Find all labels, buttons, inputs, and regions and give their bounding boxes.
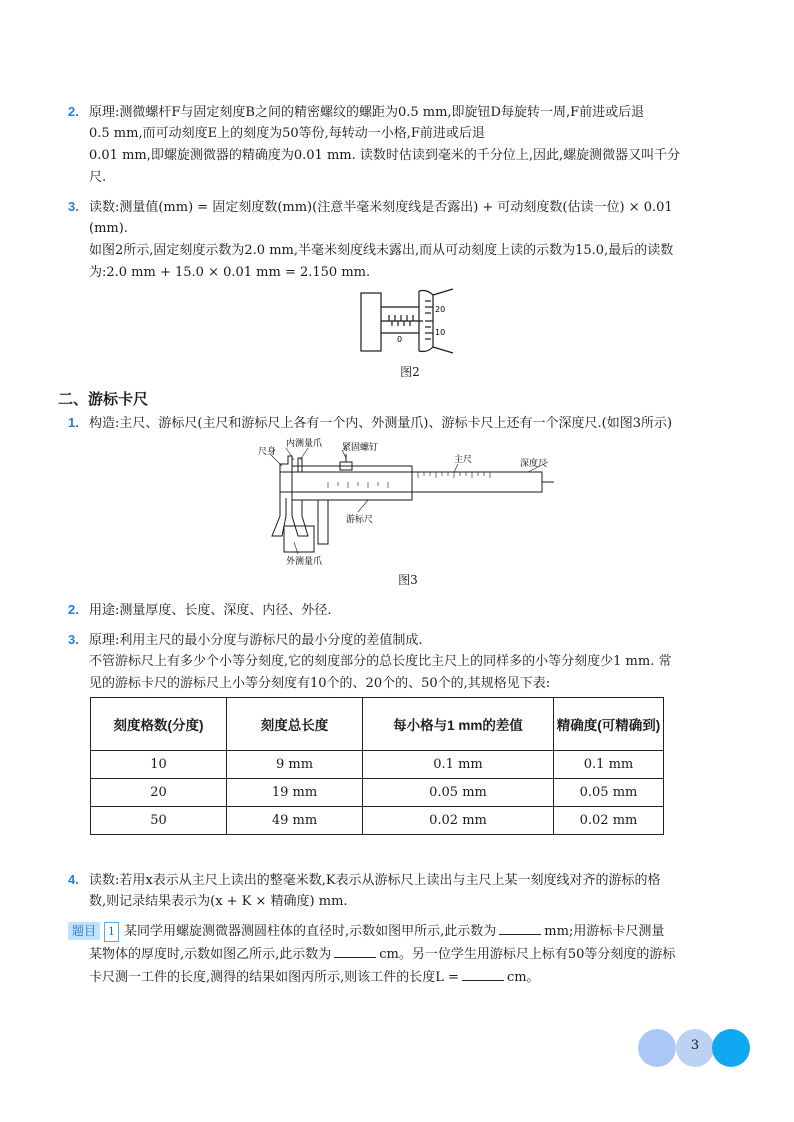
exercise-text: 卡尺测一工件的长度,测得的结果如图丙所示,则该工件的长度L = [89, 970, 459, 985]
micrometer-figure [355, 287, 465, 355]
exercise-text: cm。另一位学生用游标尺上标有50等分刻度的游标 [379, 947, 676, 962]
table-cell: 0.02 mm [363, 807, 554, 835]
caliper-item4-line2: 数,则记录结果表示为(x + K × 精确度) mm. [89, 894, 348, 909]
page-number: 3 [690, 1038, 700, 1053]
caliper-item3-line1 [68, 631, 423, 650]
item-text: 读数:若用x表示从主尺上读出的整毫米数,K表示从游标尺上读出与主尺上某一刻度线对齐的游标的格 [88, 873, 661, 888]
vernier-slider [292, 466, 412, 500]
item-text: 用途:测量厚度、长度、深度、内径、外径. [88, 603, 332, 618]
table-cell: 0.05 mm [554, 779, 664, 807]
label-outer-jaws: 外测量爪 [286, 557, 323, 567]
item2-line3: 0.01 mm,即螺旋测微器的精确度为0.01 mm. 读数时估读到毫米的千分位上,因此,螺旋测微器又叫千分 [89, 148, 681, 163]
caliper-item3-line3: 见的游标卡尺的游标尺上小等分刻度有10个的、20个的、50个的,其规格见下表: [89, 676, 551, 691]
figure2-caption: 图2 [400, 365, 420, 379]
item-text: 构造:主尺、游标尺(主尺和游标尺上各有一个内、外测量爪)、游标卡尺上还有一个深度尺.(如图3所示) [88, 416, 673, 431]
label-ruler-body: 尺身 [258, 447, 277, 457]
item3-line1 [68, 198, 673, 217]
scale-label-0: 0 [397, 335, 403, 344]
exercise-text: 某同学用螺旋测微器测圆柱体的直径时,示数如图甲所示,此示数为 [124, 924, 497, 939]
item-text: 原理:测微螺杆F与固定刻度B之间的精密螺纹的螺距为0.5 mm,即旋钮D每旋转一周,F前进或后退 [88, 105, 645, 120]
item-number: 2. [68, 602, 79, 617]
item2-line1 [68, 103, 644, 122]
label-inner-jaws: 内测量爪 [286, 439, 323, 449]
item-text: 读数:测量值(mm) = 固定刻度数(mm)(注意半毫米刻度线是否露出) + 可动刻度数(估读一位) × 0.01 [88, 200, 673, 215]
exercise-text: mm;用游标卡尺测量 [544, 924, 665, 939]
main-scale-bar [280, 472, 542, 492]
table-row [91, 807, 664, 835]
table-cell: 0.1 mm [554, 751, 664, 779]
frame-body [361, 293, 381, 351]
label-depth-rod: 深度尺 [520, 459, 548, 469]
table-row [91, 751, 664, 779]
table-header: 精确度(可精确到) [554, 698, 664, 751]
caliper-figure [258, 436, 558, 568]
exercise-line1 [68, 922, 664, 942]
exercise-line2 [89, 945, 675, 964]
scale-label-10: 10 [435, 328, 446, 337]
spec-table [90, 697, 664, 835]
table-cell: 49 mm [227, 807, 363, 835]
scale-label-20: 20 [435, 305, 446, 314]
table-cell: 0.02 mm [554, 807, 664, 835]
item-number: 3. [68, 632, 79, 647]
item3-line3: 如图2所示,固定刻度示数为2.0 mm,半毫米刻度线未露出,而从可动刻度上读的示数为15.0,最后的读数 [89, 243, 674, 258]
table-header-row [91, 698, 664, 751]
item2-line2: 0.5 mm,而可动刻度E上的刻度为50等份,每转动一小格,F前进或后退 [89, 126, 485, 141]
label-vernier: 游标尺 [346, 515, 374, 525]
item-number: 1. [68, 415, 79, 430]
caliper-item1 [68, 414, 672, 433]
item3-line2: (mm). [89, 221, 128, 236]
item-number: 4. [68, 872, 79, 887]
label-main-scale: 主尺 [454, 455, 473, 465]
table-header: 刻度总长度 [227, 698, 363, 751]
exercise-text: 某物体的厚度时,示数如图乙所示,此示数为 [89, 947, 332, 962]
table-header: 每小格与1 mm的差值 [363, 698, 554, 751]
table-cell: 0.1 mm [363, 751, 554, 779]
table-cell: 19 mm [227, 779, 363, 807]
item-number: 2. [68, 104, 79, 119]
table-cell: 0.05 mm [363, 779, 554, 807]
page-dot-left [638, 1029, 676, 1067]
exercise-number: 1 [104, 922, 119, 942]
page-dot-right [712, 1029, 750, 1067]
section-title: 二、游标卡尺 [58, 391, 149, 408]
table-cell: 10 [91, 751, 227, 779]
table-row [91, 779, 664, 807]
item-number: 3. [68, 199, 79, 214]
table-cell: 50 [91, 807, 227, 835]
answer-blank-2[interactable] [334, 945, 376, 958]
table-cell: 9 mm [227, 751, 363, 779]
caliper-item4-line1 [68, 871, 661, 890]
exercise-tag: 题目 [68, 922, 100, 940]
caliper-item2 [68, 601, 332, 620]
item2-line4: 尺. [89, 170, 107, 185]
caliper-item3-line2: 不管游标尺上有多少个小等分刻度,它的刻度部分的总长度比主尺上的同样多的小等分刻度少1 mm. 常 [89, 654, 672, 669]
figure3-caption: 图3 [398, 573, 418, 587]
label-screw: 紧固螺钉 [342, 443, 379, 453]
exercise-text: cm。 [506, 970, 540, 985]
table-cell: 20 [91, 779, 227, 807]
table-header: 刻度格数(分度) [91, 698, 227, 751]
answer-blank-1[interactable] [499, 922, 541, 935]
item3-line4: 为:2.0 mm + 15.0 × 0.01 mm = 2.150 mm. [89, 265, 371, 280]
answer-blank-3[interactable] [462, 968, 504, 981]
exercise-line3 [89, 968, 540, 987]
item-text: 原理:利用主尺的最小分度与游标尺的最小分度的差值制成. [88, 633, 423, 648]
